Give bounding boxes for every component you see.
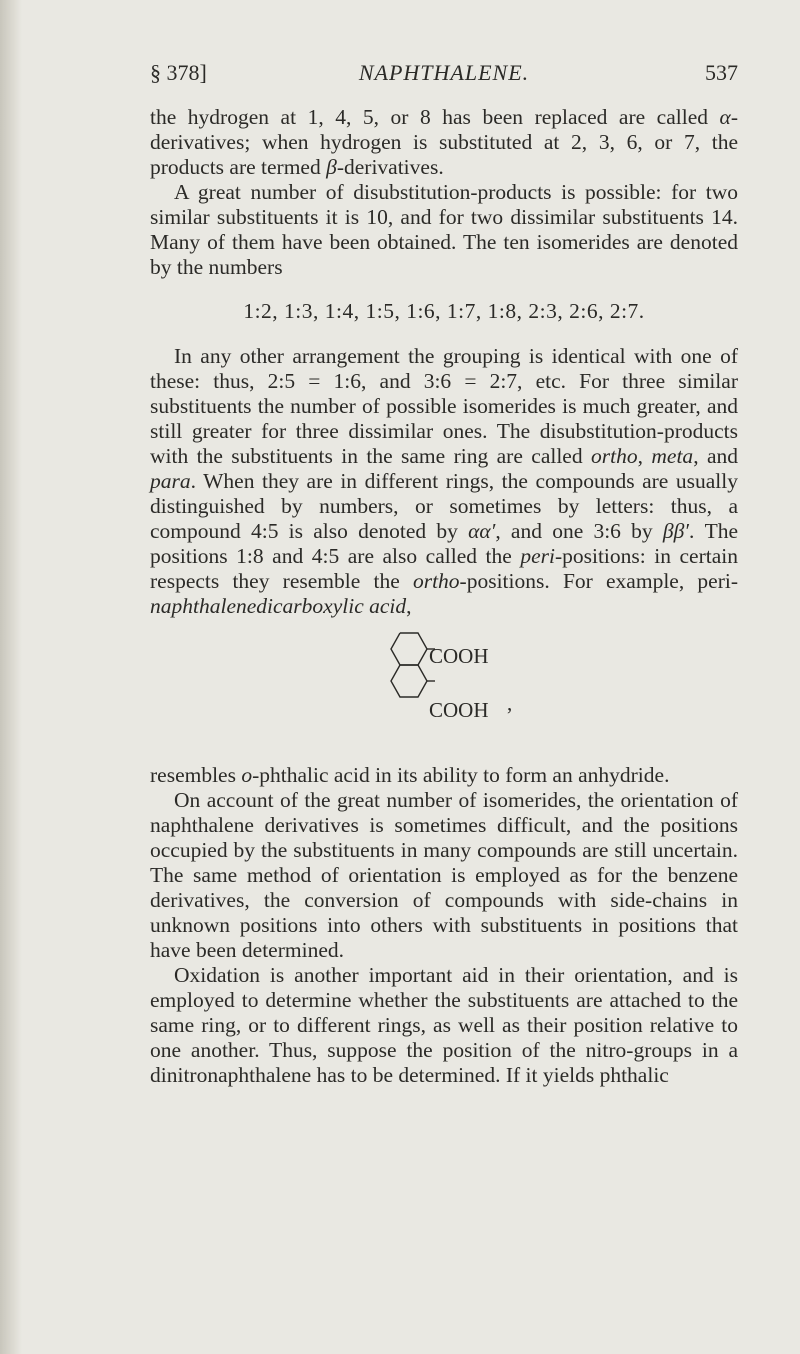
running-header: [150, 60, 738, 90]
isomer-numbers-line: 1:2, 1:3, 1:4, 1:5, 1:6, 1:7, 1:8, 2:3, 2:6, 2:7.: [243, 299, 645, 323]
formula-comma: ,: [507, 691, 513, 715]
paragraph-5: On account of the great number of isomerides, the orientation of naphthalene derivatives is sometimes difficult, and the positions occupied by the substituents in many compounds are still uncertain. The same method of orientation is employed as for the benzene derivatives, the conversion of compounds with side-chains in unknown positions into others with substituents in positions that have been determined.: [150, 788, 738, 962]
paragraph-1: the hydrogen at 1, 4, 5, or 8 has been replaced are called α-derivatives; when hydrogen is substituted at 2, 3, 6, or 7, the products are termed β-derivatives.: [150, 105, 738, 179]
beta-symbol: β: [326, 155, 337, 179]
page-number: 537: [705, 60, 738, 85]
paragraph-2: A great number of disubstitution-products is possible: for two similar substituents it is 10, and for two dissimilar substituents 14. Many of them have been obtained. The ten isomerides are denoted by the numbers: [150, 180, 738, 279]
section-number: § 378]: [150, 60, 207, 85]
paragraph-6: Oxidation is another important aid in their orientation, and is employed to determine whether the substituents are attached to the same ring, or to different rings, as well as their position relative to one another. Thus, suppose the position of the nitro-groups in a dinitronaphthalene has to be determined. If it yields phthalic: [150, 963, 738, 1087]
carboxyl-group-1: COOH: [429, 644, 489, 668]
naphthalene-ring-diagram: [375, 625, 435, 755]
carboxyl-group-2: COOH: [429, 698, 489, 722]
body-text: [150, 105, 738, 1088]
alpha-symbol: α: [719, 105, 731, 129]
running-title: NAPHTHALENE.: [358, 60, 530, 85]
paragraph-4: resembles o-phthalic acid in its ability to form an anhydride.: [150, 763, 670, 787]
naphthalene-dicarboxylic-structure: [150, 625, 738, 755]
paragraph-3: In any other arrangement the grouping is identical with one of these: thus, 2:5 = 1:6, and 3:6 = 2:7, etc. For three similar substituents the number of possible isomerides is much greater, and still greater for three dissimilar ones. The disubstitution-products with the substituents in the same ring are called ortho, meta, and para. When they are in different rings, the compounds are usually distinguished by numbers, or sometimes by letters: thus, a compound 4:5 is also denoted by αα′, and one 3:6 by ββ′. The positions 1:8 and 4:5 are also called the peri-positions: in certain respects they resemble the ortho-positions. For example, peri-naphthalenedicarboxylic acid,: [150, 344, 739, 618]
